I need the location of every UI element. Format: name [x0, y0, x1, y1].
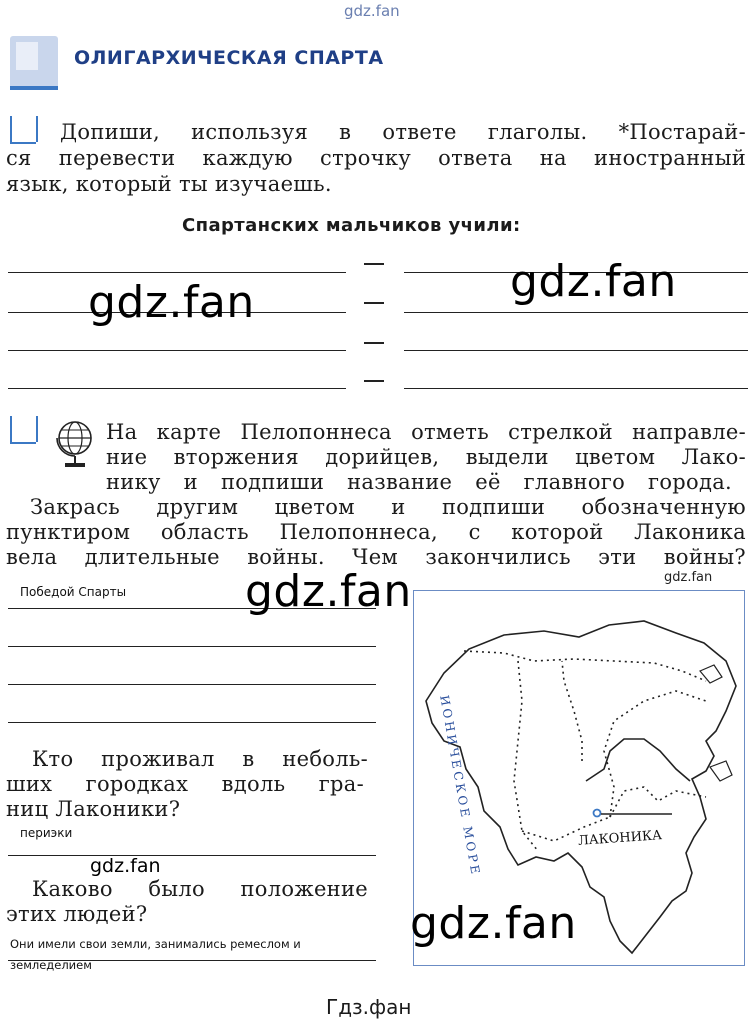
task4-line-1: Каково было положение [32, 877, 368, 901]
task3-line-2: ших городках вдоль гра- [6, 772, 364, 796]
watermark-footer: Гдз.фан [326, 995, 412, 1019]
watermark-big-2: gdz.fan [510, 256, 677, 307]
watermark-big-3: gdz.fan [245, 566, 412, 617]
answer-line [8, 350, 346, 351]
answer-line [8, 855, 376, 856]
answer-box-icon [10, 416, 36, 444]
task4-line-2: этих людей? [6, 902, 148, 926]
task2-line-4: Закрась другим цветом и подпиши обозначенную [30, 495, 746, 519]
dash [364, 263, 384, 265]
task1-line-2: ся перевести каждую строчку ответа на иностранный [6, 146, 746, 170]
task2-answer: Победой Спарты [20, 585, 127, 599]
task1-line-1: Допиши, используя в ответе глаголы. *Постарай- [60, 120, 746, 144]
globe-icon [52, 416, 98, 472]
answer-box-icon [10, 116, 36, 144]
page-title: ОЛИГАРХИЧЕСКАЯ СПАРТА [74, 47, 384, 69]
map-region-label: ЛАКОНИКА [577, 828, 663, 849]
answer-line [404, 350, 748, 351]
task2-line-3: нику и подпиши название её главного города. [106, 470, 732, 494]
answer-line [8, 684, 376, 685]
answer-line [404, 312, 748, 313]
map-sea-label: ИОНИЧЕСКОЕ МОРЕ [437, 694, 483, 878]
task1-line-3: язык, который ты изучаешь. [6, 172, 332, 196]
watermark-small-right: gdz.fan [664, 570, 713, 585]
task3-answer: периэки [20, 826, 73, 840]
task4-answer-2: земледелием [10, 958, 92, 972]
answer-line [8, 272, 346, 273]
answer-line [8, 388, 346, 389]
watermark-top: gdz.fan [344, 2, 400, 20]
dash [364, 380, 384, 382]
watermark-big-4: gdz.fan [410, 898, 577, 949]
task2-line-5: пунктиром область Пелопоннеса, с которой Лаконика [6, 520, 746, 544]
task2-line-1: На карте Пелопоннеса отметь стрелкой направле- [106, 420, 746, 444]
task2-line-2: ние вторжения дорийцев, выдели цветом Лако- [106, 445, 746, 469]
watermark-small-left: gdz.fan [90, 855, 161, 877]
dash [364, 302, 384, 304]
watermark-big-1: gdz.fan [88, 277, 255, 328]
task2-line-6: вела длительные войны. Чем закончились эти войны? [6, 545, 746, 569]
answer-line [404, 388, 748, 389]
task4-answer-1: Они имели свои земли, занимались ремеслом и [10, 937, 301, 951]
answer-line [8, 646, 376, 647]
task1-subheading: Спартанских мальчиков учили: [182, 215, 521, 236]
dash [364, 342, 384, 344]
task3-line-1: Кто проживал в неболь- [32, 747, 368, 771]
answer-line [8, 722, 376, 723]
task3-line-3: ниц Лаконики? [6, 797, 181, 821]
section-marker-icon [6, 30, 62, 94]
